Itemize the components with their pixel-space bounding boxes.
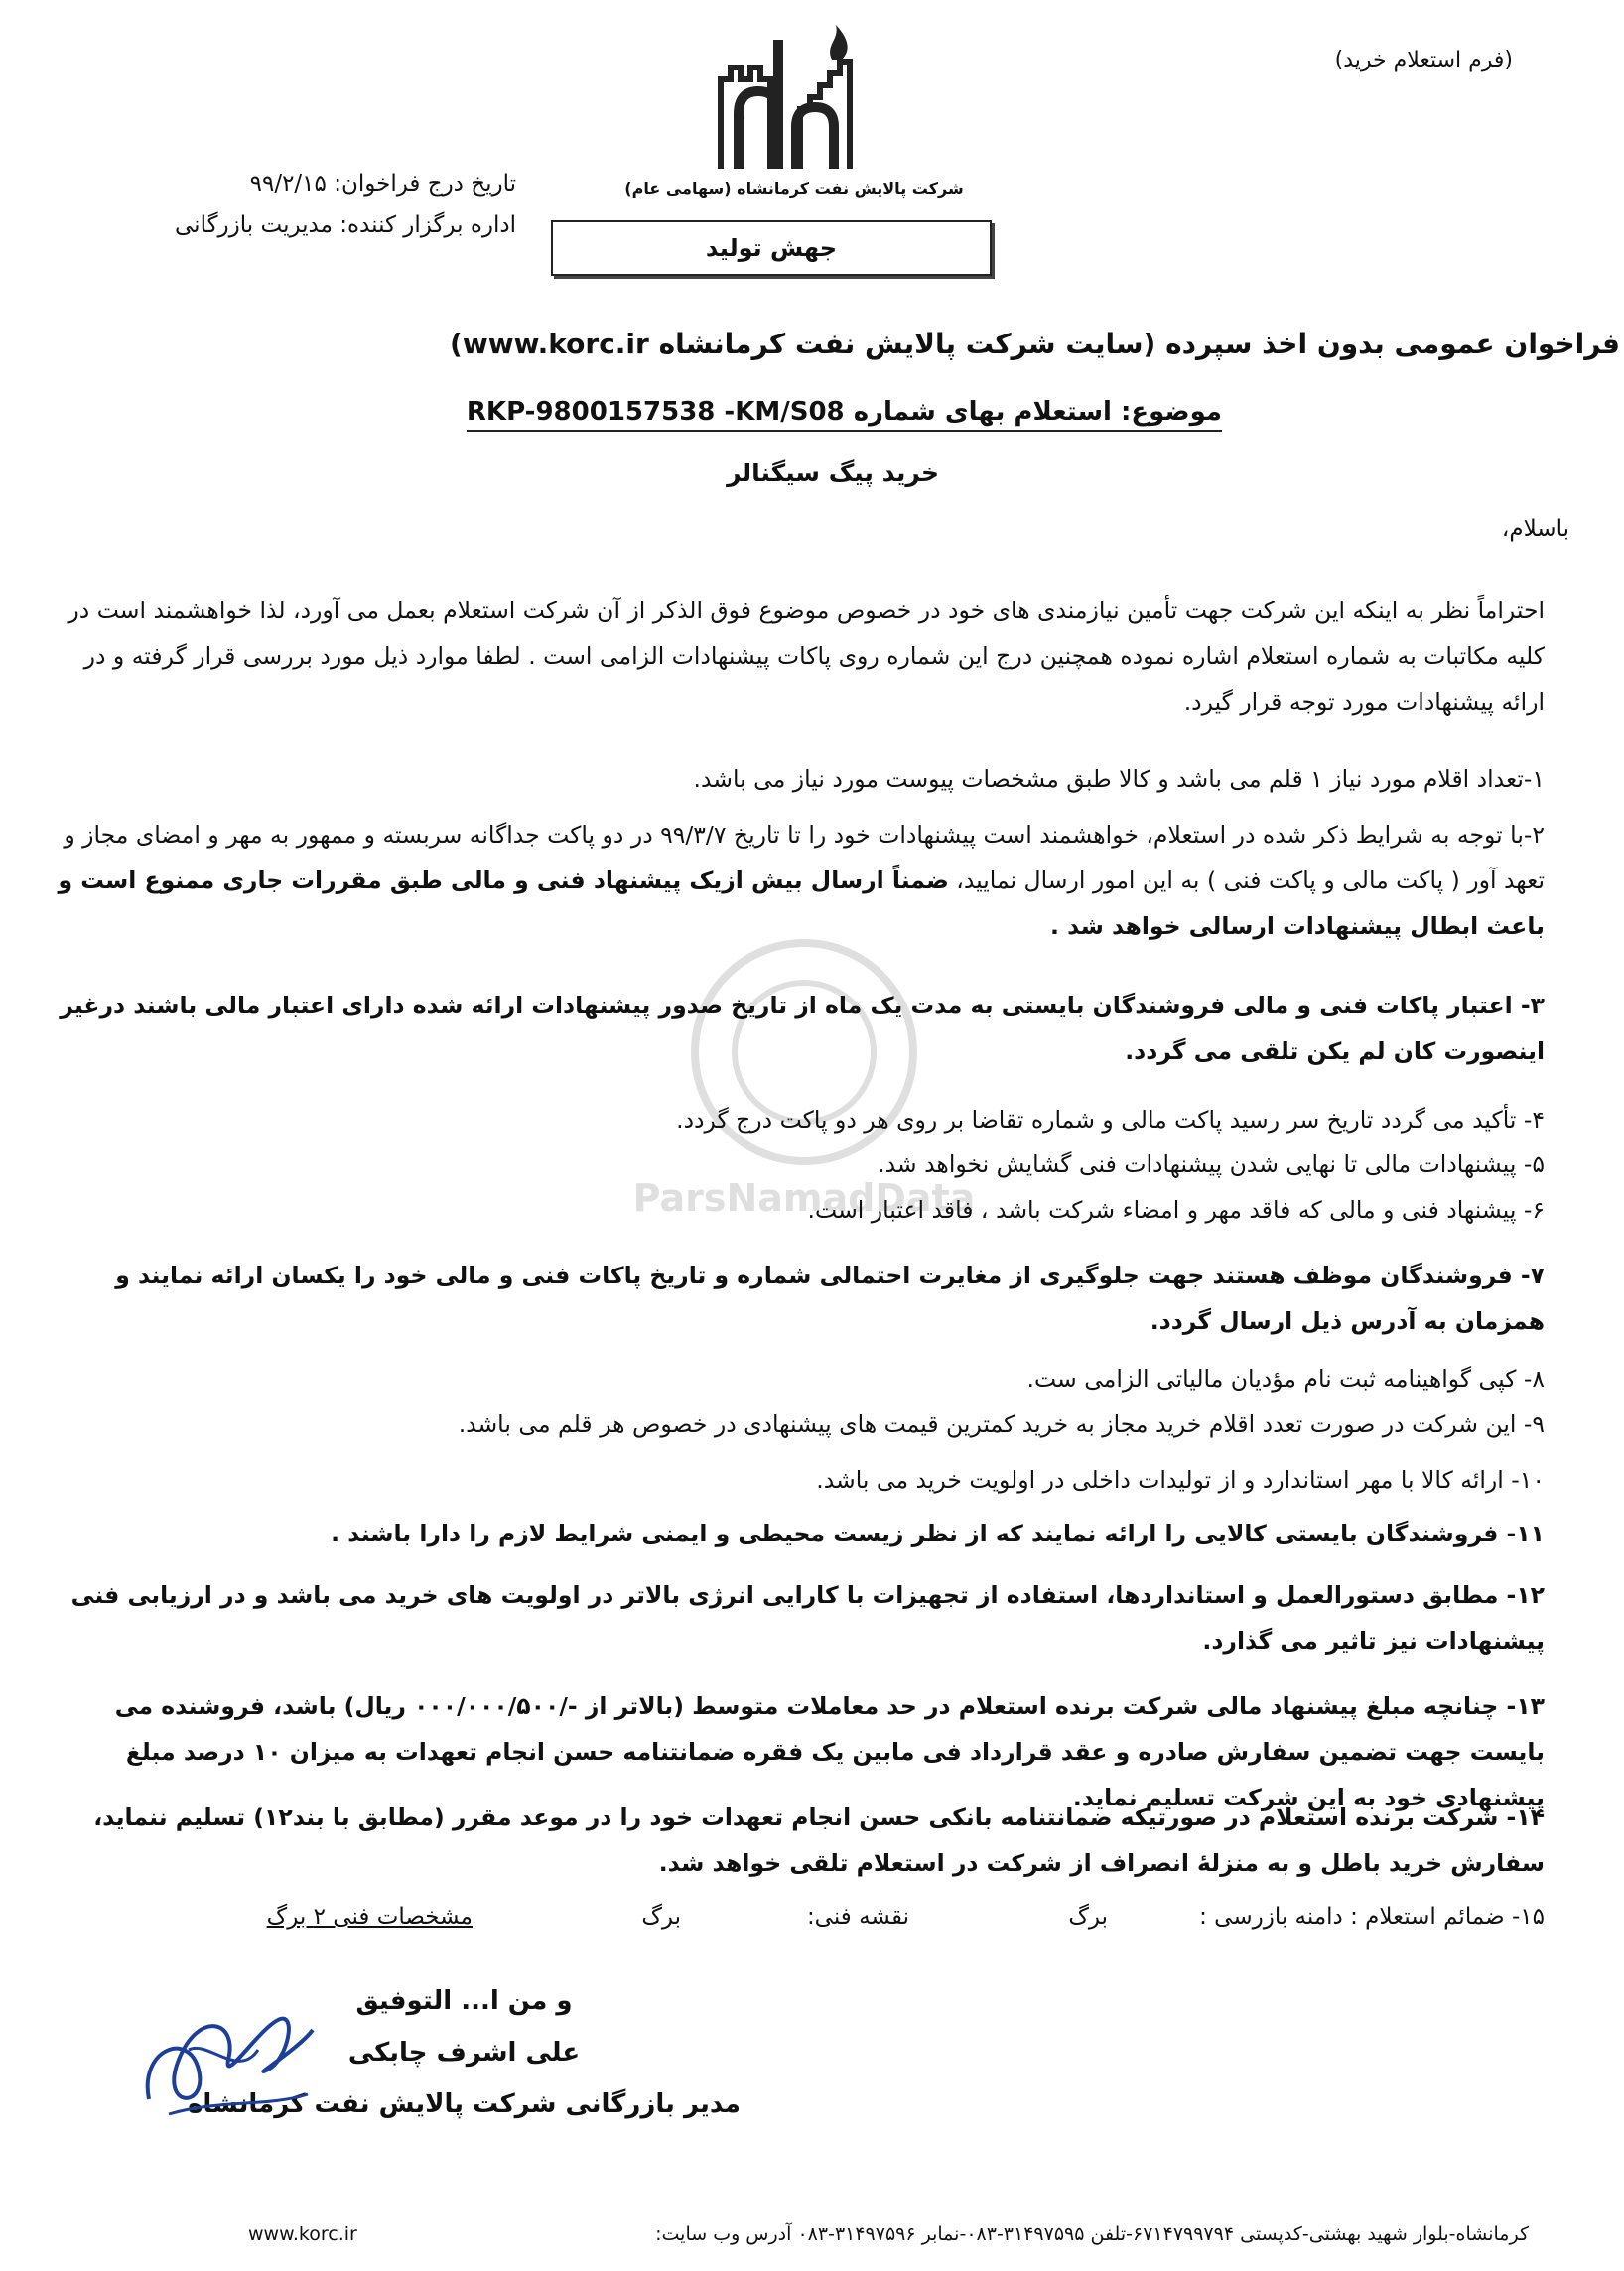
inquiry-subject: موضوع: استعلام بهای شماره RKP-9800157538 -KM/S08	[467, 397, 1222, 432]
company-logo	[631, 20, 949, 199]
form-type-label: (فرم استعلام خرید)	[1334, 48, 1513, 72]
clause-2-emphasis: ضمناً ارسال بیش ازیک پیشنهاد فنی و مالی طبق مقررات جاری ممنوع است و باعث ابطال پیشنهادات ارسالی خواهد شد .	[58, 867, 1545, 940]
attachments-inspection-pages: برگ	[1068, 1904, 1108, 1930]
watermark-text: ParsNamadData	[632, 1176, 976, 1220]
intro-paragraph: احتراماً نظر به اینکه این شرکت جهت تأمین نیازمندی های خود در خصوص موضوع فوق الذکر از آن شرکت استعلام بعمل می آورد، لذا خواهشمند است در کلیه مکاتبات به شماره استعلام اشاره نموده همچنین درج این شماره روی پاکات پیشنهادات الزامی است . لطفا موارد ذیل مورد بررسی قرار گرفته و در ارائه پیشنهادات مورد توجه قرار گیرد.	[68, 597, 1545, 716]
refinery-logo-icon	[691, 20, 889, 179]
clause-3: ۳- اعتبار پاکات فنی و مالی فروشندگان بایستی به مدت یک ماه از تاریخ صدور پیشنهادات ارائه شده دارای اعتبار مالی باشند درغیر اینصورت کان لم یکن تلقی می گردد.	[60, 992, 1545, 1065]
clause-6: ۶- پیشنهاد فنی و مالی که فاقد مهر و امضاء شرکت باشد ، فاقد اعتبار است.	[807, 1196, 1545, 1224]
clause-2	[56, 812, 1545, 949]
clause-7: ۷- فروشندگان موظف هستند جهت جلوگیری از مغایرت احتمالی شماره و تاریخ پاکات فنی و مالی خود را یکسان ارائه نمایند و همزمان به آدرس ذیل ارسال گردد.	[115, 1262, 1545, 1335]
footer-address	[99, 2223, 1529, 2253]
clause-10: ۱۰- ارائه کالا با مهر استاندارد و از تولیدات داخلی در اولویت خرید می باشد.	[816, 1466, 1545, 1494]
signatory-name: علی اشرف چابکی	[347, 2038, 581, 2068]
footer-address-text: کرمانشاه-بلوار شهید بهشتی-کدپستی ۶۷۱۴۷۹۹۷۹۴-تلفن ۳۱۴۹۷۵۹۵-۰۸۳-نمابر ۳۱۴۹۷۵۹۶-۰۸۳ آدرس وب سایت:	[655, 2223, 1529, 2245]
company-name: شرکت پالایش نفت کرمانشاه (سهامی عام)	[624, 179, 964, 198]
clause-8: ۸- کپی گواهینامه ثبت نام مؤدیان مالیاتی الزامی ست.	[1026, 1365, 1545, 1393]
clause-9: ۹- این شرکت در صورت تعدد اقلام خرید مجاز به خرید کمترین قیمت های پیشنهادی در خصوص هر قلم می باشد.	[458, 1410, 1545, 1438]
clause-2-text: ۲-با توجه به شرایط ذکر شده در استعلام، خواهشمند است پیشنهادات خود را تا تاریخ ۹۹/۳/۷ در دو پاکت جداگانه سربسته و ممهور به مهر و امضای مجاز و تعهد آور ( پاکت مالی و پاکت فنی ) به این امور ارسال نمایید،	[64, 821, 1545, 894]
clause-13: ۱۳- چنانچه مبلغ پیشنهاد مالی شرکت برنده استعلام در حد معاملات متوسط (بالاتر از -/۰۰۰/۰۰۰/۵۰۰ ریال) باشد، فروشنده می بایست جهت تضمین سفارش صادره و عقد قرارداد فی مابین یک فقره ضمانتنامه حسن انجام تعهدات به میزان ۱۰ درصد مبلغ پیشنهادی خود به این شرکت تسلیم نماید.	[114, 1692, 1545, 1811]
clause-11: ۱۱- فروشندگان بایستی کالایی را ارائه نمایند که از نظر زیست محیطی و ایمنی شرایط لازم را دارا باشند .	[331, 1520, 1545, 1547]
attachments-drawing-pages: برگ	[641, 1904, 681, 1930]
signatory-title: مدیر بازرگانی شرکت پالایش نفت کرمانشاه	[188, 2089, 741, 2119]
attachments-spec-label: مشخصات فنی ۲ برگ	[266, 1904, 473, 1930]
clause-5: ۵- پیشنهادات مالی تا نهایی شدن پیشنهادات فنی گشایش نخواهد شد.	[878, 1150, 1545, 1178]
clause-12: ۱۲- مطابق دستورالعمل و استانداردها، استفاده از تجهیزات با کارایی انرژی بالاتر در اولویت های خرید می باشد و در ارزیابی فنی پیشنهادات نیز تاثیر می گذارد.	[70, 1581, 1545, 1655]
clause-4: ۴- تأکید می گردد تاریخ سر رسید پاکت مالی و شماره تقاضا بر روی هر دو پاکت درج گردد.	[676, 1106, 1545, 1134]
clause-1: ۱-تعداد اقلام مورد نیاز ۱ قلم می باشد و کالا طبق مشخصات پیوست مورد نیاز می باشد.	[693, 765, 1545, 793]
attachments-drawing-label: نقشه فنی:	[806, 1904, 909, 1930]
announcement-date: تاریخ درج فراخوان: ۹۹/۲/۱۵	[249, 171, 516, 197]
footer-website-link[interactable]: www.korc.ir	[248, 2223, 357, 2245]
handwritten-signature	[129, 1990, 328, 2129]
purchase-item: خرید پیگ سیگنالر	[727, 459, 939, 487]
clause-14: ۱۴- شرکت برنده استعلام در صورتیکه ضمانتنامه بانکی حسن انجام تعهدات خود را در موعد مقرر (مطابق با بند۱۲) تسلیم ننماید، سفارش خرید باطل و به منزلهٔ انصراف از شرکت در استعلام تلقی خواهد شد.	[93, 1803, 1545, 1877]
attachments-inspection-label: ۱۵- ضمائم استعلام : دامنه بازرسی :	[1199, 1904, 1545, 1930]
organizer-department: اداره برگزار کننده: مدیریت بازرگانی	[175, 212, 516, 238]
slogan-text: جهش تولید	[705, 234, 838, 262]
closing-phrase: و من ا... التوفیق	[355, 1986, 573, 2016]
greeting: باسلام،	[1501, 516, 1569, 542]
announcement-headline: فراخوان عمومی بدون اخذ سپرده (سایت شرکت پالایش نفت کرمانشاه www.korc.ir)	[450, 328, 1620, 360]
clause-15-attachments	[56, 1904, 1545, 1939]
slogan-box	[551, 220, 992, 276]
